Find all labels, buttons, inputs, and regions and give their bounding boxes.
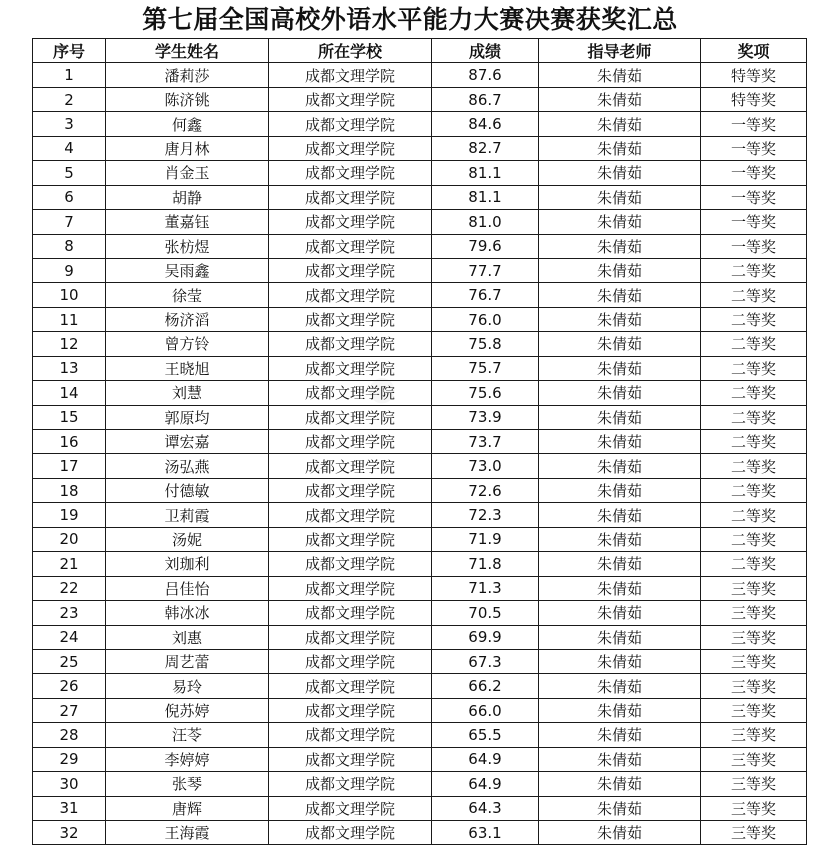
- cell-school: 成都文理学院: [269, 258, 432, 282]
- table-row: [33, 576, 807, 600]
- page-title: 第七届全国高校外语水平能力大赛决赛获奖汇总: [142, 5, 678, 34]
- cell-index: 22: [33, 576, 106, 600]
- cell-school: 成都文理学院: [269, 283, 432, 307]
- cell-student-name: 董嘉钰: [106, 210, 269, 234]
- cell-score: 73.9: [432, 405, 539, 429]
- cell-teacher: 朱倩茹: [539, 478, 701, 502]
- cell-index: 11: [33, 307, 106, 331]
- cell-score: 75.6: [432, 381, 539, 405]
- cell-teacher: 朱倩茹: [539, 552, 701, 576]
- cell-score: 75.7: [432, 356, 539, 380]
- cell-school: 成都文理学院: [269, 136, 432, 160]
- cell-teacher: 朱倩茹: [539, 136, 701, 160]
- cell-student-name: 周艺蕾: [106, 649, 269, 673]
- cell-award: 三等奖: [701, 723, 807, 747]
- cell-school: 成都文理学院: [269, 185, 432, 209]
- cell-student-name: 曾方铃: [106, 332, 269, 356]
- cell-index: 5: [33, 161, 106, 185]
- cell-index: 20: [33, 527, 106, 551]
- cell-score: 69.9: [432, 625, 539, 649]
- cell-teacher: 朱倩茹: [539, 796, 701, 820]
- cell-award: 一等奖: [701, 234, 807, 258]
- cell-score: 86.7: [432, 87, 539, 111]
- cell-teacher: 朱倩茹: [539, 283, 701, 307]
- cell-score: 82.7: [432, 136, 539, 160]
- cell-index: 9: [33, 258, 106, 282]
- cell-teacher: 朱倩茹: [539, 576, 701, 600]
- cell-score: 71.3: [432, 576, 539, 600]
- cell-teacher: 朱倩茹: [539, 625, 701, 649]
- table-row: [33, 821, 807, 845]
- cell-student-name: 肖金玉: [106, 161, 269, 185]
- cell-index: 25: [33, 649, 106, 673]
- cell-index: 29: [33, 747, 106, 771]
- cell-index: 15: [33, 405, 106, 429]
- cell-award: 三等奖: [701, 576, 807, 600]
- cell-teacher: 朱倩茹: [539, 381, 701, 405]
- cell-school: 成都文理学院: [269, 332, 432, 356]
- cell-index: 1: [33, 63, 106, 87]
- cell-award: 三等奖: [701, 601, 807, 625]
- cell-score: 70.5: [432, 601, 539, 625]
- cell-school: 成都文理学院: [269, 649, 432, 673]
- table-row: [33, 185, 807, 209]
- table-row: [33, 796, 807, 820]
- cell-teacher: 朱倩茹: [539, 332, 701, 356]
- cell-school: 成都文理学院: [269, 405, 432, 429]
- table-row: [33, 283, 807, 307]
- cell-score: 73.0: [432, 454, 539, 478]
- cell-teacher: 朱倩茹: [539, 454, 701, 478]
- cell-school: 成都文理学院: [269, 723, 432, 747]
- cell-teacher: 朱倩茹: [539, 649, 701, 673]
- table-row: [33, 527, 807, 551]
- cell-student-name: 唐辉: [106, 796, 269, 820]
- header-name: 学生姓名: [106, 39, 269, 63]
- cell-teacher: 朱倩茹: [539, 772, 701, 796]
- cell-award: 特等奖: [701, 63, 807, 87]
- table-row: [33, 258, 807, 282]
- table-row: [33, 747, 807, 771]
- header-school: 所在学校: [269, 39, 432, 63]
- table-row: [33, 430, 807, 454]
- cell-index: 17: [33, 454, 106, 478]
- cell-score: 75.8: [432, 332, 539, 356]
- cell-student-name: 刘惠: [106, 625, 269, 649]
- cell-school: 成都文理学院: [269, 210, 432, 234]
- cell-teacher: 朱倩茹: [539, 87, 701, 111]
- cell-award: 三等奖: [701, 747, 807, 771]
- cell-teacher: 朱倩茹: [539, 112, 701, 136]
- cell-school: 成都文理学院: [269, 430, 432, 454]
- cell-teacher: 朱倩茹: [539, 185, 701, 209]
- table-row: [33, 649, 807, 673]
- cell-index: 24: [33, 625, 106, 649]
- cell-score: 87.6: [432, 63, 539, 87]
- table-row: [33, 454, 807, 478]
- cell-student-name: 汤妮: [106, 527, 269, 551]
- cell-award: 三等奖: [701, 674, 807, 698]
- cell-teacher: 朱倩茹: [539, 601, 701, 625]
- cell-score: 72.3: [432, 503, 539, 527]
- cell-award: 一等奖: [701, 185, 807, 209]
- cell-index: 27: [33, 698, 106, 722]
- cell-school: 成都文理学院: [269, 161, 432, 185]
- cell-school: 成都文理学院: [269, 234, 432, 258]
- table-row: [33, 136, 807, 160]
- cell-student-name: 陈济铫: [106, 87, 269, 111]
- cell-student-name: 张琴: [106, 772, 269, 796]
- cell-school: 成都文理学院: [269, 601, 432, 625]
- header-teacher: 指导老师: [539, 39, 701, 63]
- cell-award: 二等奖: [701, 552, 807, 576]
- cell-award: 一等奖: [701, 136, 807, 160]
- cell-school: 成都文理学院: [269, 307, 432, 331]
- cell-score: 76.0: [432, 307, 539, 331]
- cell-score: 64.3: [432, 796, 539, 820]
- cell-teacher: 朱倩茹: [539, 698, 701, 722]
- cell-teacher: 朱倩茹: [539, 405, 701, 429]
- cell-index: 23: [33, 601, 106, 625]
- cell-score: 65.5: [432, 723, 539, 747]
- cell-teacher: 朱倩茹: [539, 527, 701, 551]
- cell-award: 二等奖: [701, 405, 807, 429]
- cell-student-name: 李婷婷: [106, 747, 269, 771]
- cell-student-name: 徐莹: [106, 283, 269, 307]
- cell-student-name: 刘慧: [106, 381, 269, 405]
- cell-index: 14: [33, 381, 106, 405]
- cell-award: 二等奖: [701, 307, 807, 331]
- table-row: [33, 723, 807, 747]
- cell-school: 成都文理学院: [269, 112, 432, 136]
- cell-teacher: 朱倩茹: [539, 503, 701, 527]
- cell-school: 成都文理学院: [269, 478, 432, 502]
- cell-score: 66.0: [432, 698, 539, 722]
- cell-student-name: 卫莉霞: [106, 503, 269, 527]
- cell-award: 二等奖: [701, 381, 807, 405]
- cell-score: 77.7: [432, 258, 539, 282]
- header-index: 序号: [33, 39, 106, 63]
- cell-student-name: 谭宏嘉: [106, 430, 269, 454]
- table-row: [33, 381, 807, 405]
- cell-teacher: 朱倩茹: [539, 747, 701, 771]
- cell-teacher: 朱倩茹: [539, 63, 701, 87]
- cell-award: 二等奖: [701, 430, 807, 454]
- cell-student-name: 王晓旭: [106, 356, 269, 380]
- header-award: 奖项: [701, 39, 807, 63]
- table-row: [33, 210, 807, 234]
- cell-student-name: 杨济滔: [106, 307, 269, 331]
- cell-school: 成都文理学院: [269, 576, 432, 600]
- cell-teacher: 朱倩茹: [539, 356, 701, 380]
- cell-award: 三等奖: [701, 796, 807, 820]
- table-row: [33, 87, 807, 111]
- cell-score: 71.9: [432, 527, 539, 551]
- table-row: [33, 674, 807, 698]
- cell-school: 成都文理学院: [269, 503, 432, 527]
- cell-index: 18: [33, 478, 106, 502]
- cell-student-name: 郭原均: [106, 405, 269, 429]
- cell-teacher: 朱倩茹: [539, 307, 701, 331]
- header-score: 成绩: [432, 39, 539, 63]
- cell-index: 10: [33, 283, 106, 307]
- cell-award: 三等奖: [701, 625, 807, 649]
- table-row: [33, 503, 807, 527]
- cell-school: 成都文理学院: [269, 747, 432, 771]
- cell-index: 26: [33, 674, 106, 698]
- cell-award: 二等奖: [701, 356, 807, 380]
- table-row: [33, 63, 807, 87]
- cell-index: 12: [33, 332, 106, 356]
- cell-award: 三等奖: [701, 649, 807, 673]
- cell-student-name: 汤弘燕: [106, 454, 269, 478]
- cell-teacher: 朱倩茹: [539, 674, 701, 698]
- cell-score: 73.7: [432, 430, 539, 454]
- table-row: [33, 552, 807, 576]
- cell-score: 72.6: [432, 478, 539, 502]
- cell-school: 成都文理学院: [269, 772, 432, 796]
- cell-index: 32: [33, 821, 106, 845]
- cell-score: 81.0: [432, 210, 539, 234]
- table-row: [33, 601, 807, 625]
- table-row: [33, 625, 807, 649]
- cell-award: 一等奖: [701, 112, 807, 136]
- cell-score: 81.1: [432, 161, 539, 185]
- table-row: [33, 332, 807, 356]
- cell-student-name: 王海霞: [106, 821, 269, 845]
- cell-school: 成都文理学院: [269, 625, 432, 649]
- cell-award: 三等奖: [701, 698, 807, 722]
- cell-student-name: 吕佳怡: [106, 576, 269, 600]
- cell-teacher: 朱倩茹: [539, 210, 701, 234]
- table-row: [33, 356, 807, 380]
- table-body: [33, 63, 807, 845]
- cell-school: 成都文理学院: [269, 454, 432, 478]
- cell-score: 66.2: [432, 674, 539, 698]
- cell-teacher: 朱倩茹: [539, 430, 701, 454]
- cell-student-name: 唐月林: [106, 136, 269, 160]
- table-row: [33, 307, 807, 331]
- cell-index: 31: [33, 796, 106, 820]
- cell-score: 64.9: [432, 747, 539, 771]
- cell-award: 一等奖: [701, 210, 807, 234]
- cell-student-name: 胡静: [106, 185, 269, 209]
- cell-index: 30: [33, 772, 106, 796]
- table-row: [33, 161, 807, 185]
- cell-score: 79.6: [432, 234, 539, 258]
- cell-index: 6: [33, 185, 106, 209]
- cell-award: 一等奖: [701, 161, 807, 185]
- cell-award: 二等奖: [701, 332, 807, 356]
- cell-award: 三等奖: [701, 821, 807, 845]
- cell-student-name: 吴雨鑫: [106, 258, 269, 282]
- cell-school: 成都文理学院: [269, 87, 432, 111]
- cell-index: 4: [33, 136, 106, 160]
- table-row: [33, 112, 807, 136]
- cell-score: 84.6: [432, 112, 539, 136]
- cell-school: 成都文理学院: [269, 356, 432, 380]
- cell-award: 二等奖: [701, 258, 807, 282]
- cell-student-name: 倪苏婷: [106, 698, 269, 722]
- cell-index: 19: [33, 503, 106, 527]
- table-row: [33, 405, 807, 429]
- cell-school: 成都文理学院: [269, 698, 432, 722]
- cell-teacher: 朱倩茹: [539, 234, 701, 258]
- table-header-row: [33, 39, 807, 63]
- cell-school: 成都文理学院: [269, 552, 432, 576]
- cell-score: 81.1: [432, 185, 539, 209]
- cell-award: 三等奖: [701, 772, 807, 796]
- cell-index: 2: [33, 87, 106, 111]
- cell-index: 8: [33, 234, 106, 258]
- cell-school: 成都文理学院: [269, 796, 432, 820]
- cell-student-name: 付德敏: [106, 478, 269, 502]
- cell-index: 13: [33, 356, 106, 380]
- cell-school: 成都文理学院: [269, 381, 432, 405]
- cell-index: 21: [33, 552, 106, 576]
- cell-award: 二等奖: [701, 283, 807, 307]
- cell-school: 成都文理学院: [269, 63, 432, 87]
- cell-teacher: 朱倩茹: [539, 258, 701, 282]
- cell-award: 二等奖: [701, 503, 807, 527]
- table-row: [33, 478, 807, 502]
- cell-index: 28: [33, 723, 106, 747]
- table-row: [33, 234, 807, 258]
- cell-student-name: 何鑫: [106, 112, 269, 136]
- cell-index: 3: [33, 112, 106, 136]
- cell-index: 16: [33, 430, 106, 454]
- table-row: [33, 698, 807, 722]
- cell-award: 二等奖: [701, 527, 807, 551]
- cell-teacher: 朱倩茹: [539, 821, 701, 845]
- cell-school: 成都文理学院: [269, 821, 432, 845]
- cell-index: 7: [33, 210, 106, 234]
- cell-award: 特等奖: [701, 87, 807, 111]
- cell-score: 71.8: [432, 552, 539, 576]
- cell-student-name: 汪苓: [106, 723, 269, 747]
- cell-teacher: 朱倩茹: [539, 161, 701, 185]
- cell-score: 67.3: [432, 649, 539, 673]
- cell-school: 成都文理学院: [269, 527, 432, 551]
- cell-student-name: 刘珈利: [106, 552, 269, 576]
- cell-award: 二等奖: [701, 454, 807, 478]
- cell-award: 二等奖: [701, 478, 807, 502]
- cell-score: 64.9: [432, 772, 539, 796]
- cell-teacher: 朱倩茹: [539, 723, 701, 747]
- cell-student-name: 潘莉莎: [106, 63, 269, 87]
- cell-student-name: 易玲: [106, 674, 269, 698]
- cell-score: 63.1: [432, 821, 539, 845]
- awards-table: [32, 38, 807, 845]
- cell-school: 成都文理学院: [269, 674, 432, 698]
- cell-student-name: 张枋煜: [106, 234, 269, 258]
- cell-score: 76.7: [432, 283, 539, 307]
- cell-student-name: 韩冰冰: [106, 601, 269, 625]
- table-row: [33, 772, 807, 796]
